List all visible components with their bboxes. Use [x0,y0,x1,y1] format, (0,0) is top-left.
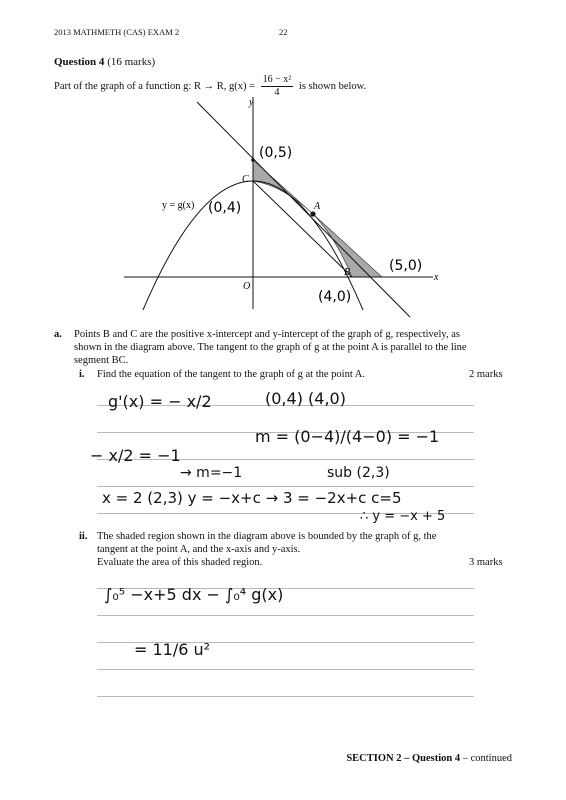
part-a-line-2: shown in the diagram above. The tangent to the graph of g at the point A is parallel to the line [74,342,467,353]
point-a-label: A [314,201,321,212]
part-ii-text [97,530,477,569]
part-ii-line-3: Evaluate the area of this shaded region. [97,557,263,568]
function-graph [100,90,460,320]
part-i-text: Find the equation of the tangent to the graph of g at the point A. [97,369,365,380]
hw-result: ∴ y = −x + 5 [360,509,446,524]
part-a-line-1: Points B and C are the positive x-intercept and y-intercept of the graph of g, respectively, as [74,329,460,340]
hw-answer: = 11/6 u² [134,640,211,659]
y-axis-label: y [249,97,254,108]
origin-label: O [243,281,251,292]
part-a-text [74,328,514,367]
hw-sub: sub (2,3) [327,465,390,481]
exam-header: 2013 MATHMETH (CAS) EXAM 2 [54,27,180,37]
answer-line [97,486,474,487]
intro-text-end: is shown below. [298,80,367,92]
hw-gradient: m = (0−4)/(4−0) = −1 [255,427,440,446]
part-ii-line-1: The shaded region shown in the diagram above is bounded by the graph of g, the [97,531,437,542]
answer-line [97,669,474,670]
curve-label: y = g(x) [162,200,195,211]
part-a-line-3: segment BC. [74,355,129,366]
answer-line [97,696,474,697]
question-title [54,56,155,68]
footer-continued: – continued [462,753,512,764]
segment-bc [253,181,352,277]
part-ii-line-2: tangent at the point A, and the x-axis and y-axis. [97,544,301,555]
point-c-label: C [242,174,249,185]
point-a-marker [310,211,315,216]
hw-point-50: (5,0) [389,258,423,274]
hw-point-04: (0,4) [208,200,242,216]
point-05-marker [251,158,255,162]
hw-point-40: (4,0) [318,289,352,305]
point-b-label: B [344,267,351,278]
hw-point-05: (0,5) [259,145,293,161]
question-marks: (16 marks) [107,56,156,68]
footer-section: SECTION 2 – Question 4 [346,753,461,764]
question-number: Question 4 [54,56,105,68]
part-i-label: i. [79,369,85,380]
x-axis-label: x [434,272,439,283]
fraction-denominator: 4 [274,87,280,98]
part-ii-label: ii. [79,531,88,542]
hw-solution: x = 2 (2,3) y = −x+c → 3 = −2x+c c=5 [102,489,402,507]
part-i-marks: 2 marks [469,369,503,380]
hw-points: (0,4) (4,0) [265,389,346,408]
hw-integral: ∫₀⁵ −x+5 dx − ∫₀⁴ g(x) [104,585,284,604]
footer [346,753,512,764]
part-a-label: a. [54,329,62,340]
fraction-numerator: 16 − x² [262,74,292,85]
part-ii-marks: 3 marks [469,557,503,568]
page-number: 22 [279,27,288,37]
intro-text: Part of the graph of a function g: R → R, g(x) = [54,80,256,92]
answer-line [97,615,474,616]
hw-derivative: g'(x) = − x/2 [108,392,212,411]
hw-set-equal: − x/2 = −1 [90,446,181,465]
hw-m-arrow: → m=−1 [180,465,243,481]
